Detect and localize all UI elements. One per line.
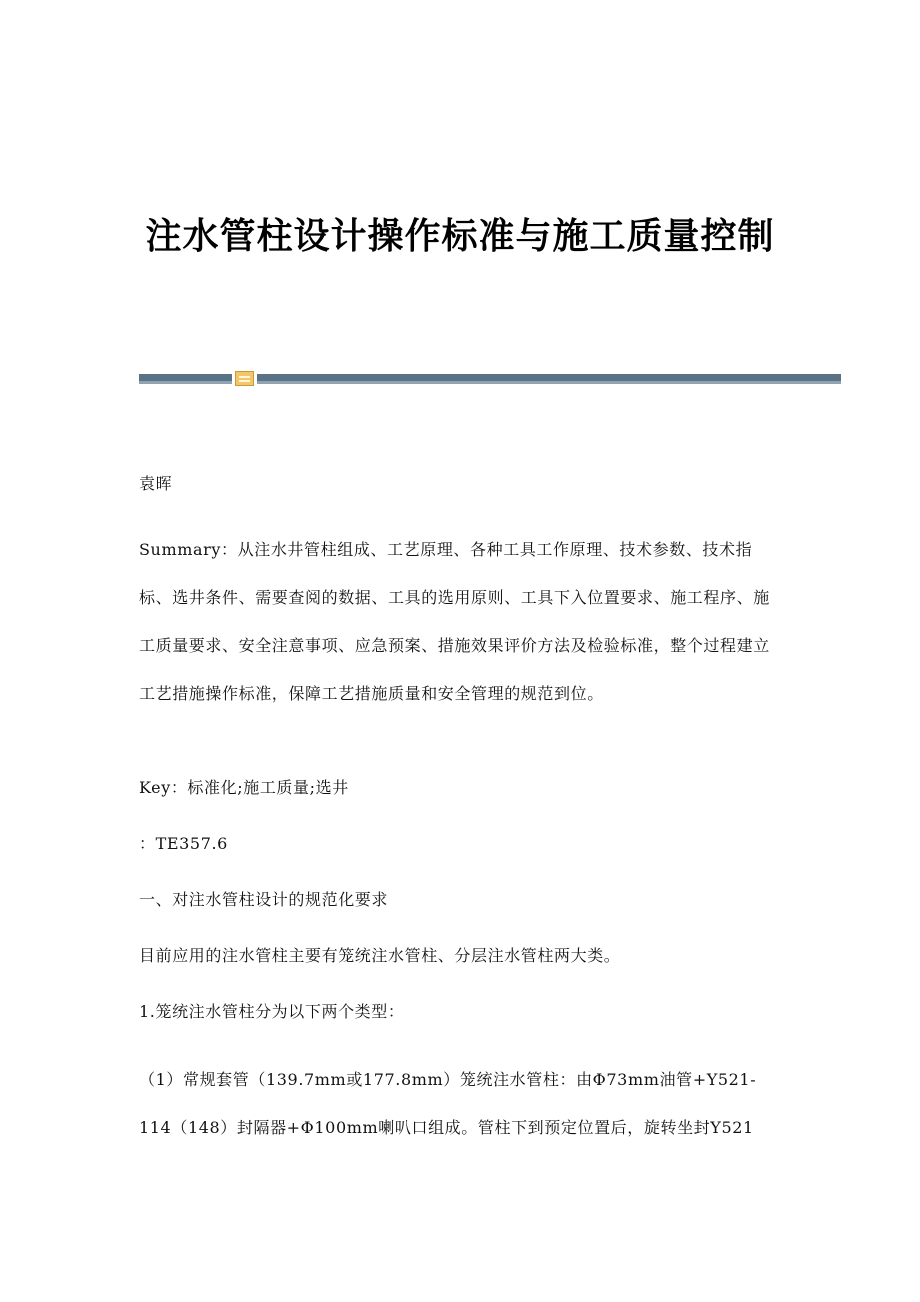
author-name: 袁晖 (139, 474, 173, 493)
keywords-line: Key：标准化;施工质量;选井 (139, 778, 349, 797)
body-paragraph-types: 1.笼统注水管柱分为以下两个类型： (139, 1002, 405, 1021)
body-paragraph-intro: 目前应用的注水管柱主要有笼统注水管柱、分层注水管柱两大类。 (139, 946, 621, 965)
classification-line: ：TE357.6 (139, 834, 228, 853)
summary-paragraph: Summary：从注水井管柱组成、工艺原理、各种工具工作原理、技术参数、技术指标、选井条件、需要查阅的数据、工具的选用原则、工具下入位置要求、施工程序、施工质量要求、安全注意事项、应急预案、措施效果评价方法及检验标准，整个过程建立工艺措施操作标准，保障工艺措施质量和安全管理的规范到位。 (139, 540, 770, 703)
title-divider-left (139, 374, 232, 384)
body-paragraph-item1: （1）常规套管（139.7mm或177.8mm）笼统注水管柱：由Φ73mm油管+Y521-114（148）封隔器+Φ100mm喇叭口组成。管柱下到预定位置后，旋转坐封Y521 (139, 1070, 757, 1137)
section-heading: 一、对注水管柱设计的规范化要求 (139, 890, 389, 909)
envelope-icon (235, 371, 254, 386)
title-divider-right (257, 374, 841, 384)
document-title: 注水管柱设计操作标准与施工质量控制 (145, 215, 775, 257)
